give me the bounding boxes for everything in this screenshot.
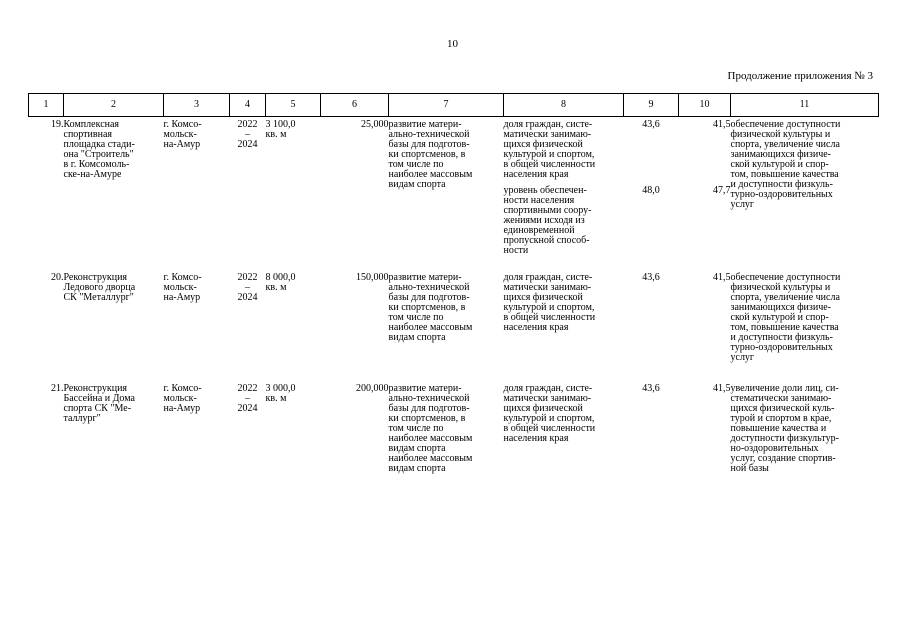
text-line: обеспечение доступности <box>730 119 841 130</box>
indicator-value-10: 47,7 <box>713 185 731 196</box>
text-line: ки спортсменов, в <box>388 302 466 313</box>
text-line: матически занимаю- <box>503 282 592 293</box>
object-capacity <box>266 117 321 257</box>
text-line: 3 000,0 <box>265 383 296 394</box>
object-years <box>230 117 266 257</box>
text-line: щихся физической куль- <box>730 403 835 414</box>
text-line: услуг, создание спортив- <box>730 453 836 464</box>
text-line: на-Амур <box>163 292 201 303</box>
text-line: единовременной <box>503 225 575 236</box>
text-line: видам спорта <box>388 179 446 190</box>
text-line: щихся физической <box>503 292 583 303</box>
indicator-value-9: 43,6 <box>642 272 660 283</box>
text-line: том, повышение качества <box>730 322 839 333</box>
object-location <box>164 117 230 257</box>
text-line: уровень обеспечен- <box>503 185 587 196</box>
text-line: площадка стади- <box>63 139 135 150</box>
text-line: г. Комсо- <box>163 383 202 394</box>
indicator-text <box>504 381 624 474</box>
text-line: ально-технической <box>388 393 470 404</box>
text-line: – <box>245 129 250 140</box>
text-line: ской культурой и спор- <box>730 159 829 170</box>
text-line: на-Амур <box>163 403 201 414</box>
text-line: 2024 <box>237 403 258 414</box>
text-line: Реконструкция <box>63 383 128 394</box>
text-line: ской культурой и спор- <box>730 312 829 323</box>
text-line: г. Комсо- <box>163 272 202 283</box>
col-header-11: 11 <box>731 94 879 117</box>
text-line: том числе по <box>388 423 444 434</box>
object-purpose <box>389 381 504 474</box>
indicator-value-9: 48,0 <box>642 185 660 196</box>
text-line: населения края <box>503 322 569 333</box>
object-goal <box>731 270 879 363</box>
text-line: том, повышение качества <box>730 169 839 180</box>
text-line: ки спортсменов, в <box>388 413 466 424</box>
indicator-text <box>504 180 624 256</box>
col-header-3: 3 <box>164 94 230 117</box>
text-line: видам спорта <box>388 463 446 474</box>
text-line: населения края <box>503 169 569 180</box>
col-header-5: 5 <box>266 94 321 117</box>
row-number: 19. <box>51 119 64 130</box>
object-purpose <box>389 270 504 363</box>
object-name <box>64 270 164 363</box>
object-goal <box>731 381 879 474</box>
text-line: в общей численности <box>503 159 596 170</box>
indicator-value-9: 43,6 <box>642 383 660 394</box>
row-spacer <box>29 363 879 381</box>
text-line: том числе по <box>388 159 444 170</box>
text-line: 2024 <box>237 292 258 303</box>
text-line: культурой и спортом, <box>503 302 595 313</box>
indicator-text <box>504 117 624 181</box>
text-line: и доступности физкуль- <box>730 179 833 190</box>
text-line: базы для подготов- <box>388 292 470 303</box>
text-line: она "Строитель" <box>63 149 134 160</box>
text-line: 2022 <box>237 272 258 283</box>
header-row <box>29 94 879 117</box>
text-line: матически занимаю- <box>503 129 592 140</box>
col-header-10: 10 <box>679 94 731 117</box>
text-line: 2022 <box>237 383 258 394</box>
text-line: и доступности физкуль- <box>730 332 833 343</box>
text-line: наиболее массовым <box>388 169 473 180</box>
text-line: наиболее массовым <box>388 322 473 333</box>
object-name <box>64 381 164 474</box>
text-line: таллург" <box>63 413 101 424</box>
col-header-4: 4 <box>230 94 266 117</box>
text-line: услуг <box>730 352 755 363</box>
text-line: мольск- <box>163 393 197 404</box>
text-line: занимающихся физиче- <box>730 302 831 313</box>
table-row <box>29 381 879 474</box>
text-line: повышение качества и <box>730 423 827 434</box>
text-line: Реконструкция <box>63 272 128 283</box>
object-capacity <box>266 381 321 474</box>
object-name <box>64 117 164 257</box>
object-years <box>230 270 266 363</box>
text-line: матически занимаю- <box>503 393 592 404</box>
text-line: базы для подготов- <box>388 139 470 150</box>
indicator-value-10: 41,5 <box>713 272 731 283</box>
text-line: пропускной способ- <box>503 235 590 246</box>
text-line: ности <box>503 245 529 256</box>
text-line: ки спортсменов, в <box>388 149 466 160</box>
text-line: физической культуры и <box>730 129 831 140</box>
text-line: наиболее массовым <box>388 433 473 444</box>
text-line: турой и спортом в крае, <box>730 413 832 424</box>
col-header-9: 9 <box>624 94 679 117</box>
text-line: развитие матери- <box>388 272 462 283</box>
object-location <box>164 381 230 474</box>
text-line: том числе по <box>388 312 444 323</box>
object-cost: 150,000 <box>356 272 389 283</box>
text-line: в общей численности <box>503 312 596 323</box>
text-line: доля граждан, систе- <box>503 272 593 283</box>
projects-table <box>28 93 879 474</box>
row-spacer-cell <box>29 256 879 270</box>
text-line: кв. м <box>265 282 287 293</box>
text-line: увеличение доли лиц, си- <box>730 383 839 394</box>
text-line: развитие матери- <box>388 383 462 394</box>
text-line: доступности физкультур- <box>730 433 839 444</box>
text-line: 2024 <box>237 139 258 150</box>
page-number: 10 <box>447 38 458 50</box>
text-line: населения края <box>503 433 569 444</box>
row-spacer-cell <box>29 363 879 381</box>
object-purpose <box>389 117 504 257</box>
text-line: в общей численности <box>503 423 596 434</box>
text-line: ально-технической <box>388 129 470 140</box>
text-line: ально-технической <box>388 282 470 293</box>
text-line: но-оздоровительных <box>730 443 819 454</box>
text-line: видам спорта <box>388 443 446 454</box>
text-line: развитие матери- <box>388 119 462 130</box>
col-header-7: 7 <box>389 94 504 117</box>
row-number: 20. <box>51 272 64 283</box>
text-line: СК "Металлург" <box>63 292 134 303</box>
text-line: доля граждан, систе- <box>503 383 593 394</box>
text-line: спорта, увеличение числа <box>730 292 840 303</box>
text-line: физической культуры и <box>730 282 831 293</box>
text-line: турно-оздоровительных <box>730 189 833 200</box>
table-row <box>29 270 879 363</box>
col-header-1: 1 <box>29 94 64 117</box>
text-line: культурой и спортом, <box>503 413 595 424</box>
table-row <box>29 117 879 181</box>
text-line: в г. Комсомоль- <box>63 159 130 170</box>
continuation-note: Продолжение приложения № 3 <box>727 70 873 82</box>
indicator-text <box>504 270 624 363</box>
text-line: мольск- <box>163 282 197 293</box>
text-line: мольск- <box>163 129 197 140</box>
text-line: культурой и спортом, <box>503 149 595 160</box>
text-line: ности населения <box>503 195 575 206</box>
object-years <box>230 381 266 474</box>
text-line: 8 000,0 <box>265 272 296 283</box>
text-line: стематически занимаю- <box>730 393 832 404</box>
text-line: г. Комсо- <box>163 119 202 130</box>
text-line: турно-оздоровительных <box>730 342 833 353</box>
object-cost: 25,000 <box>361 119 389 130</box>
object-cost: 200,000 <box>356 383 389 394</box>
text-line: обеспечение доступности <box>730 272 841 283</box>
object-goal <box>731 117 879 257</box>
text-line: услуг <box>730 199 755 210</box>
text-line: щихся физической <box>503 139 583 150</box>
text-line: спорта СК "Ме- <box>63 403 132 414</box>
text-line: доля граждан, систе- <box>503 119 593 130</box>
text-line: спортивная <box>63 129 112 140</box>
text-line: 2022 <box>237 119 258 130</box>
row-number: 21. <box>51 383 64 394</box>
text-line: на-Амур <box>163 139 201 150</box>
row-spacer <box>29 256 879 270</box>
text-line: – <box>245 393 250 404</box>
col-header-6: 6 <box>321 94 389 117</box>
indicator-value-10: 41,5 <box>713 383 731 394</box>
text-line: занимающихся физиче- <box>730 149 831 160</box>
indicator-value-9: 43,6 <box>642 119 660 130</box>
object-location <box>164 270 230 363</box>
text-line: базы для подготов- <box>388 403 470 414</box>
text-line: жениями исходя из <box>503 215 585 226</box>
indicator-value-10: 41,5 <box>713 119 731 130</box>
text-line: спортивными соору- <box>503 205 592 216</box>
text-line: ной базы <box>730 463 769 474</box>
text-line: щихся физической <box>503 403 583 414</box>
text-line: кв. м <box>265 129 287 140</box>
text-line: Комплексная <box>63 119 120 130</box>
text-line: кв. м <box>265 393 287 404</box>
text-line: Ледового дворца <box>63 282 136 293</box>
text-line: 3 100,0 <box>265 119 296 130</box>
object-capacity <box>266 270 321 363</box>
text-line: – <box>245 282 250 293</box>
text-line: ске-на-Амуре <box>63 169 122 180</box>
text-line: видам спорта <box>388 332 446 343</box>
text-line: спорта, увеличение числа <box>730 139 840 150</box>
text-line: Бассейна и Дома <box>63 393 135 404</box>
col-header-8: 8 <box>504 94 624 117</box>
text-line: наиболее массовым <box>388 453 473 464</box>
col-header-2: 2 <box>64 94 164 117</box>
